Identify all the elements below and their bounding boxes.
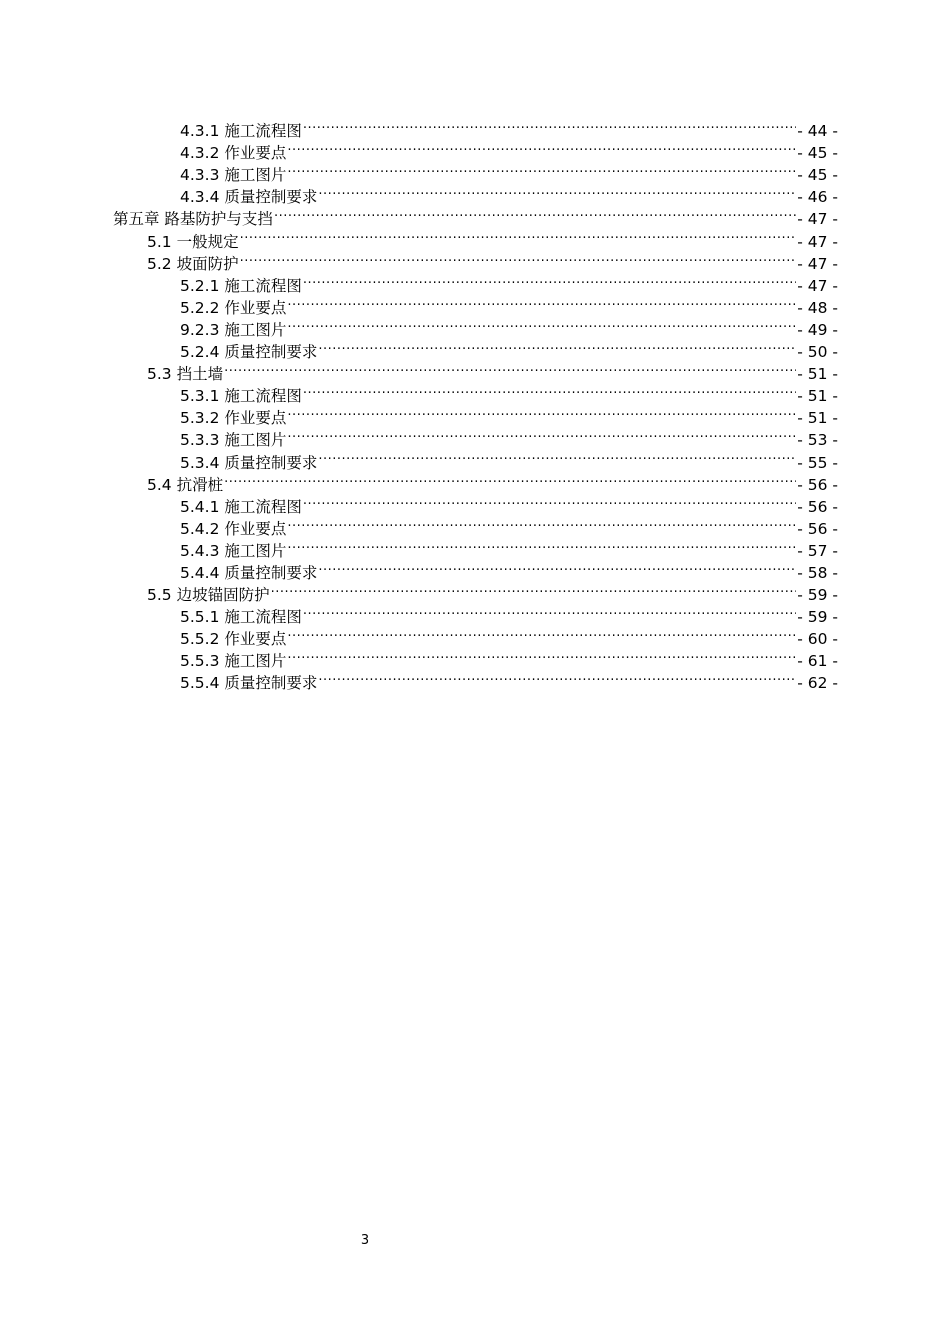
toc-entry-title: 5.5 边坡锚固防护 <box>147 586 270 605</box>
toc-dot-leader <box>303 379 796 401</box>
toc-entry-title: 4.3.2 作业要点 <box>180 144 287 163</box>
toc-dot-leader <box>287 622 796 644</box>
toc-entry[interactable] <box>0 490 838 516</box>
toc-dot-leader <box>240 247 797 269</box>
toc-dot-leader <box>303 600 796 622</box>
toc-entry[interactable] <box>0 335 838 362</box>
toc-entry-title: 5.4.3 施工图片 <box>180 541 287 560</box>
toc-entry-page: - 58 - <box>797 563 838 582</box>
toc-entry-title: 5.3.1 施工流程图 <box>180 387 302 406</box>
toc-entry-title: 5.3.2 作业要点 <box>180 409 287 428</box>
toc-entry-page: - 57 - <box>797 541 838 560</box>
toc-entry[interactable] <box>0 622 838 649</box>
toc-entry-page: - 62 - <box>797 674 838 693</box>
toc-dot-leader <box>303 269 796 291</box>
toc-entry[interactable] <box>0 600 838 627</box>
toc-entry-page: - 55 - <box>797 453 838 472</box>
toc-entry-title: 5.3 挡土墙 <box>147 365 224 384</box>
toc-dot-leader <box>287 313 796 335</box>
toc-entry-page: - 56 - <box>797 519 838 538</box>
toc-entry-page: - 45 - <box>797 166 838 185</box>
toc-entry-title: 5.2.2 作业要点 <box>180 298 287 317</box>
toc-entry-title: 4.3.3 施工图片 <box>180 166 287 185</box>
toc-entry-page: - 50 - <box>797 343 838 362</box>
toc-entry-page: - 59 - <box>797 586 838 605</box>
toc-entry[interactable] <box>0 357 838 384</box>
toc-entry-title: 5.4 抗滑桩 <box>147 475 224 494</box>
toc-entry[interactable] <box>0 423 838 450</box>
toc-entry[interactable] <box>0 578 838 605</box>
toc-entry[interactable] <box>0 224 838 251</box>
toc-entry-title: 5.2.4 质量控制要求 <box>180 343 318 362</box>
toc-entry[interactable] <box>0 445 838 472</box>
table-of-contents <box>0 114 950 693</box>
toc-entry[interactable] <box>0 401 838 428</box>
toc-dot-leader <box>271 578 797 600</box>
toc-entry-title: 第五章 路基防护与支挡 <box>113 210 273 229</box>
toc-dot-leader <box>287 136 796 158</box>
toc-entry[interactable] <box>0 666 838 693</box>
toc-entry[interactable] <box>0 202 838 229</box>
toc-entry-page: - 60 - <box>797 630 838 649</box>
toc-entry[interactable] <box>0 379 838 406</box>
toc-entry-title: 5.2.1 施工流程图 <box>180 276 302 295</box>
toc-entry-title: 5.4.2 作业要点 <box>180 519 287 538</box>
toc-entry-page: - 47 - <box>797 276 838 295</box>
toc-dot-leader <box>318 445 796 467</box>
toc-entry-title: 4.3.4 质量控制要求 <box>180 188 318 207</box>
toc-entry-page: - 47 - <box>797 254 838 273</box>
toc-entry-title: 5.3.4 质量控制要求 <box>180 453 318 472</box>
toc-entry-page: - 44 - <box>797 122 838 141</box>
toc-entry-page: - 45 - <box>797 144 838 163</box>
toc-entry[interactable] <box>0 269 838 295</box>
toc-entry-title: 5.5.3 施工图片 <box>180 652 287 671</box>
toc-entry[interactable] <box>0 180 838 207</box>
toc-entry-page: - 56 - <box>797 497 838 516</box>
toc-entry[interactable] <box>0 114 838 141</box>
toc-dot-leader <box>287 534 796 556</box>
toc-entry-title: 5.5.2 作业要点 <box>180 630 287 649</box>
toc-entry[interactable] <box>0 556 838 582</box>
toc-dot-leader <box>287 291 796 313</box>
toc-entry-title: 5.4.4 质量控制要求 <box>180 563 318 582</box>
toc-dot-leader <box>287 158 796 180</box>
toc-entry-page: - 47 - <box>797 210 838 229</box>
toc-entry[interactable] <box>0 136 838 163</box>
toc-dot-leader <box>224 468 796 490</box>
toc-dot-leader <box>318 556 796 578</box>
toc-entry-title: 5.4.1 施工流程图 <box>180 497 302 516</box>
toc-entry[interactable] <box>0 247 838 273</box>
toc-dot-leader <box>287 512 796 534</box>
toc-dot-leader <box>287 401 796 423</box>
toc-dot-leader <box>287 644 796 666</box>
toc-dot-leader <box>274 202 796 224</box>
toc-entry[interactable] <box>0 158 838 185</box>
toc-entry-page: - 53 - <box>797 431 838 450</box>
toc-entry-page: - 47 - <box>797 232 838 251</box>
toc-entry-page: - 51 - <box>797 387 838 406</box>
toc-entry-page: - 46 - <box>797 188 838 207</box>
toc-entry[interactable] <box>0 644 838 671</box>
toc-entry-page: - 51 - <box>797 365 838 384</box>
toc-entry-title: 5.2 坡面防护 <box>147 254 239 273</box>
toc-entry-title: 5.3.3 施工图片 <box>180 431 287 450</box>
toc-entry-title: 5.1 一般规定 <box>147 232 239 251</box>
toc-entry[interactable] <box>0 291 838 317</box>
toc-dot-leader <box>287 423 796 445</box>
toc-dot-leader <box>303 114 796 136</box>
toc-dot-leader <box>240 224 797 246</box>
toc-entry-page: - 49 - <box>797 320 838 339</box>
toc-entry[interactable] <box>0 313 838 339</box>
toc-entry-title: 9.2.3 施工图片 <box>180 320 287 339</box>
toc-entry-page: - 56 - <box>797 475 838 494</box>
toc-dot-leader <box>224 357 796 379</box>
toc-entry-page: - 59 - <box>797 608 838 627</box>
toc-entry-title: 5.5.1 施工流程图 <box>180 608 302 627</box>
toc-entry[interactable] <box>0 534 838 560</box>
toc-entry-title: 4.3.1 施工流程图 <box>180 122 302 141</box>
toc-dot-leader <box>303 490 796 512</box>
toc-entry[interactable] <box>0 468 838 494</box>
toc-entry-page: - 51 - <box>797 409 838 428</box>
toc-entry-page: - 61 - <box>797 652 838 671</box>
page-number: 3 <box>360 1233 370 1248</box>
toc-dot-leader <box>318 335 796 357</box>
toc-dot-leader <box>318 180 796 202</box>
toc-dot-leader <box>318 666 796 688</box>
toc-entry-title: 5.5.4 质量控制要求 <box>180 674 318 693</box>
toc-entry[interactable] <box>0 512 838 538</box>
toc-entry-page: - 48 - <box>797 298 838 317</box>
